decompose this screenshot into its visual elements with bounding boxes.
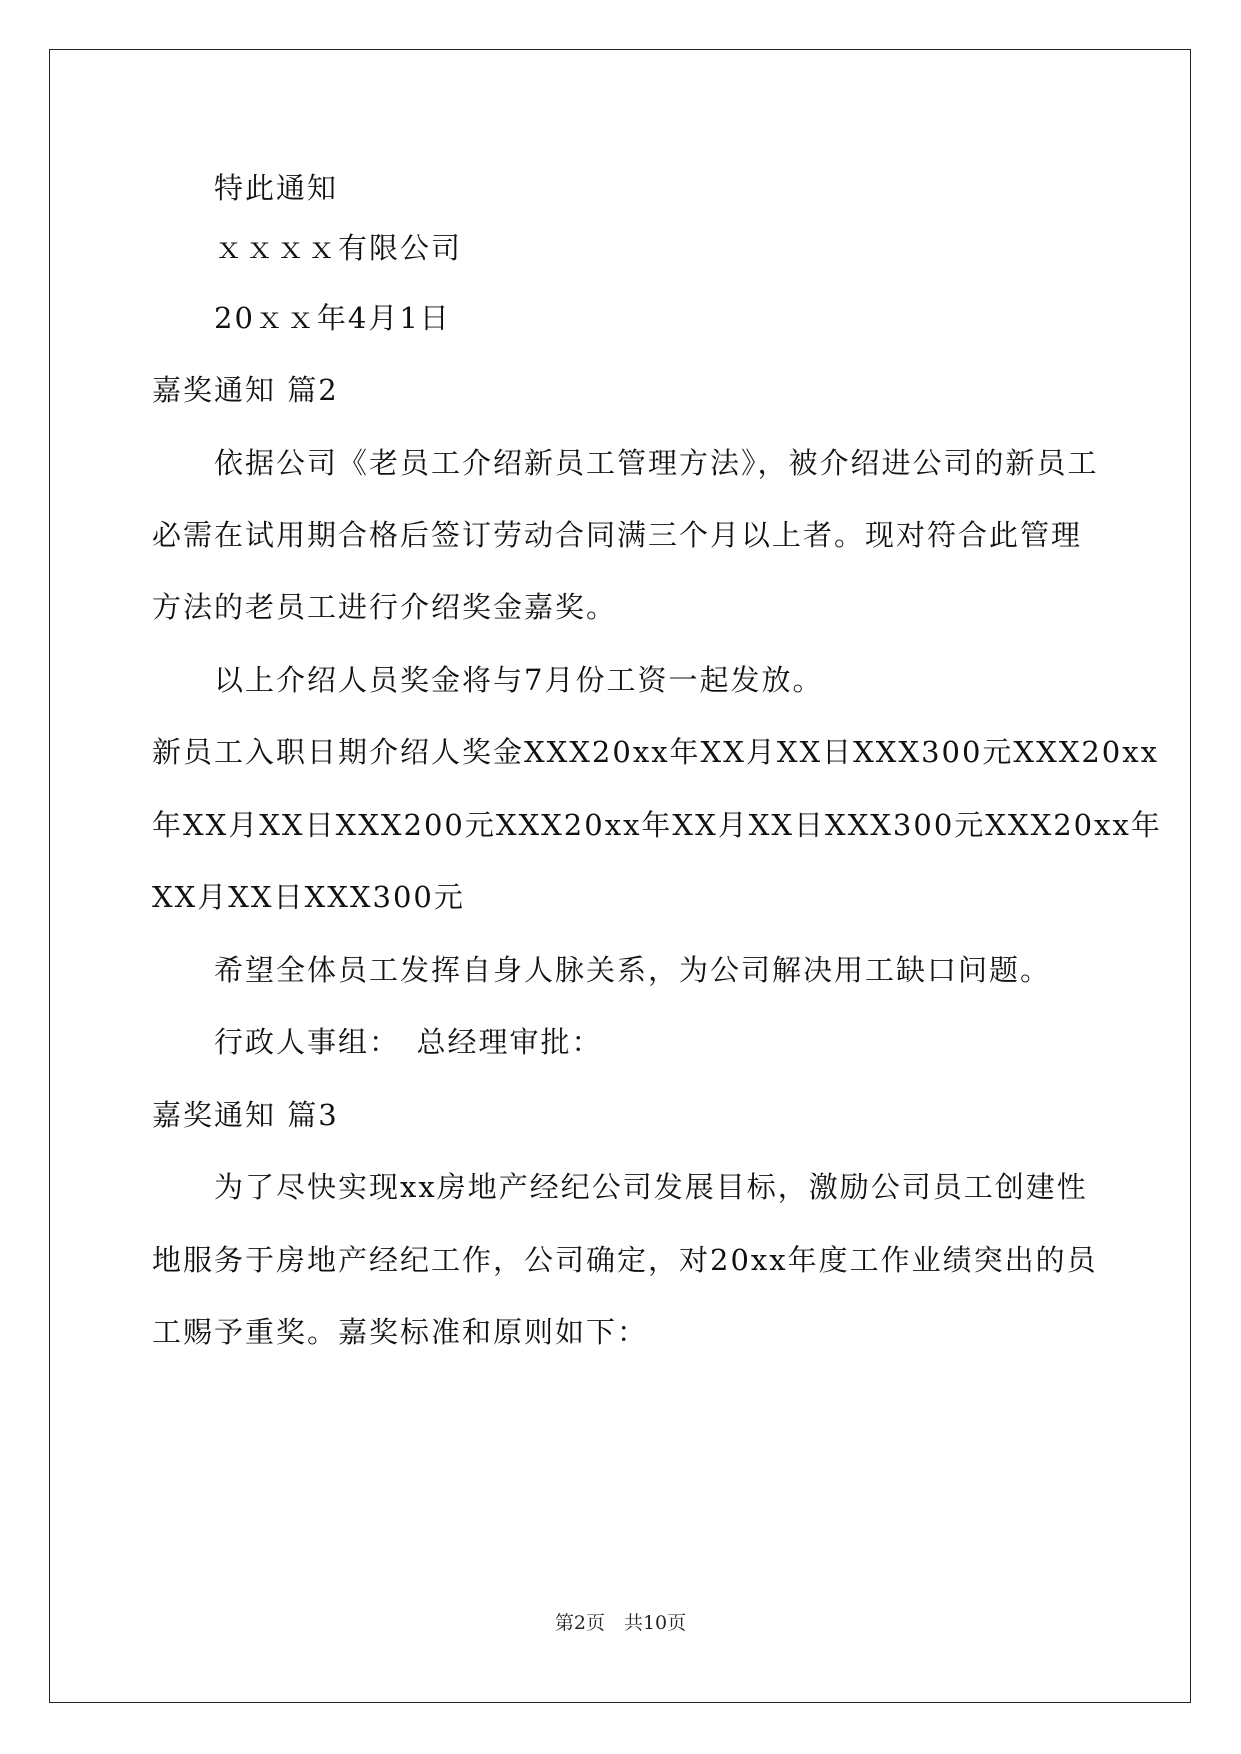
paragraph-line: 必需在试用期合格后签订劳动合同满三个月以上者。现对符合此管理 (152, 518, 1083, 552)
section-heading-3: 嘉奖通知 篇3 (152, 1098, 339, 1132)
paragraph-line: 依据公司《老员工介绍新员工管理方法》，被介绍进公司的新员工 (214, 446, 1099, 480)
paragraph-line: 方法的老员工进行介绍奖金嘉奖。 (152, 590, 618, 624)
paragraph-line: 新员工入职日期介绍人奖金XXX20xx年XX月XX日XXX300元XXX20xx (152, 735, 1159, 769)
paragraph-line: 希望全体员工发挥自身人脉关系，为公司解决用工缺口问题。 (214, 953, 1052, 987)
paragraph-line: 以上介绍人员奖金将与7月份工资一起发放。 (214, 663, 824, 697)
paragraph-line: 工赐予重奖。嘉奖标准和原则如下： (152, 1315, 649, 1349)
company-name: ｘｘｘｘ有限公司 (214, 231, 463, 265)
paragraph-line: 为了尽快实现xx房地产经纪公司发展目标，激励公司员工创建性 (214, 1170, 1088, 1204)
paragraph-line: XX月XX日XXX300元 (152, 880, 465, 914)
signature-line: 行政人事组： 总经理审批： (214, 1025, 603, 1059)
paragraph-line: 年XX月XX日XXX200元XXX20xx年XX月XX日XXX300元XXX20xx年 (152, 808, 1162, 842)
notice-date: 20ｘｘ年4月1日 (214, 301, 451, 335)
section-heading-2: 嘉奖通知 篇2 (152, 373, 339, 407)
paragraph-line: 地服务于房地产经纪工作，公司确定，对20xx年度工作业绩突出的员 (152, 1243, 1098, 1277)
closing-notice: 特此通知 (214, 171, 339, 205)
page-footer: 第2页 共10页 (554, 1612, 687, 1634)
